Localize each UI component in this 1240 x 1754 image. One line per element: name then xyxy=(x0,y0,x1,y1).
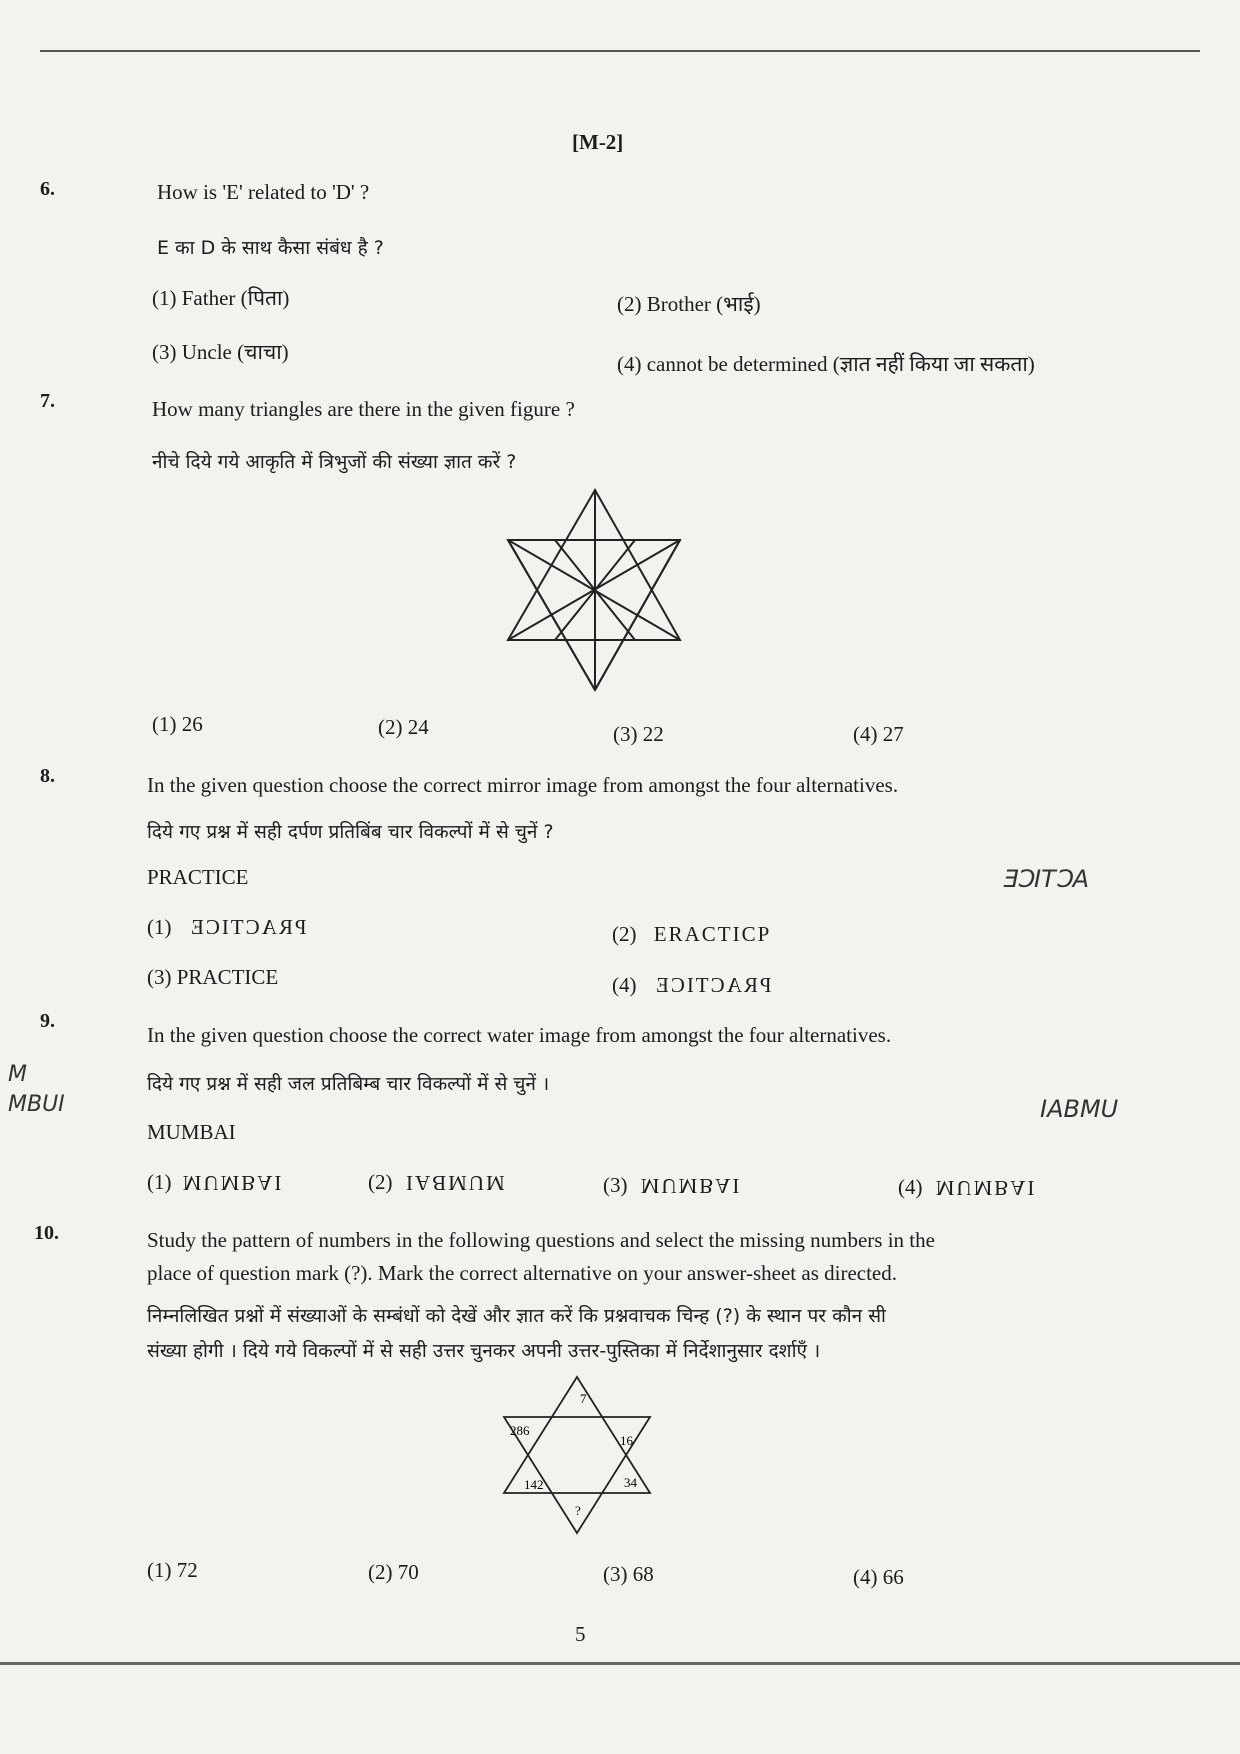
q7-option-2[interactable]: (2) 24 xyxy=(378,715,429,739)
q8-option-4-text: PRACTICE xyxy=(653,973,772,997)
q10-star-figure xyxy=(502,1375,652,1535)
q8-option-2-text: ERACTICP xyxy=(653,922,772,946)
q9-option-4-text: MUMBAI xyxy=(935,1176,1037,1200)
q10-option-1[interactable]: (1) 72 xyxy=(147,1558,198,1582)
star-bottom-unknown: ? xyxy=(575,1503,581,1518)
q7-option-1[interactable]: (1) 26 xyxy=(152,712,203,736)
q9-number: 9. xyxy=(40,1010,55,1032)
q9-option-4-number: (4) xyxy=(898,1175,923,1199)
q6-option-1[interactable]: (1) Father (पिता) xyxy=(152,286,290,310)
q9-option-2-text: MUMBAI xyxy=(403,1171,505,1195)
q6-option-4[interactable]: (4) cannot be determined (ज्ञात नहीं किया जा सकता) xyxy=(617,352,1035,376)
q9-option-3-text: MUMBAI xyxy=(640,1174,742,1198)
q9-option-3[interactable] xyxy=(603,1173,741,1198)
q7-option-4[interactable]: (4) 27 xyxy=(853,722,904,746)
star-lower-left-number: 142 xyxy=(524,1477,544,1492)
star-upper-right-number: 16 xyxy=(620,1433,633,1448)
q10-option-2[interactable]: (2) 70 xyxy=(368,1560,419,1584)
q8-word: PRACTICE xyxy=(147,865,249,889)
q6-text-en: How is 'E' related to 'D' ? xyxy=(157,180,370,204)
q10-text-hi-line2: संख्या होगी । दिये गये विकल्पों में से सही उत्तर चुनकर अपनी उत्तर-पुस्तिका में निर्देशानुसार दर्शाएँ । xyxy=(147,1340,821,1362)
q8-option-1-number: (1) xyxy=(147,915,172,939)
q7-number: 7. xyxy=(40,390,55,412)
q9-option-3-number: (3) xyxy=(603,1173,628,1197)
q8-option-4[interactable] xyxy=(612,973,771,998)
q9-word: MUMBAI xyxy=(147,1120,236,1144)
star-top-number: 7 xyxy=(580,1391,587,1406)
q6-text-hi: E का D के साथ कैसा संबंध है ? xyxy=(157,237,384,259)
q9-option-2-number: (2) xyxy=(368,1170,393,1194)
q7-text-hi: नीचे दिये गये आकृति में त्रिभुजों की संख्या ज्ञात करें ? xyxy=(152,451,517,473)
q8-option-3[interactable]: (3) PRACTICE xyxy=(147,965,279,989)
q8-text-en: In the given question choose the correct mirror image from amongst the four alternatives. xyxy=(147,773,899,797)
page-number: 5 xyxy=(575,1622,586,1646)
q10-option-4[interactable]: (4) 66 xyxy=(853,1565,904,1589)
q6-option-3[interactable]: (3) Uncle (चाचा) xyxy=(152,340,289,364)
q7-text-en: How many triangles are there in the given figure ? xyxy=(152,397,575,421)
star-upper-left-number: 286 xyxy=(510,1423,530,1438)
star-lower-right-number: 34 xyxy=(624,1475,637,1490)
q8-option-2[interactable] xyxy=(612,922,771,947)
number-star-figure xyxy=(502,1375,652,1535)
q9-text-en: In the given question choose the correct water image from amongst the four alternatives. xyxy=(147,1023,892,1047)
q8-handwritten-note: ƎƆITƆA xyxy=(1002,865,1090,893)
q9-option-4[interactable] xyxy=(898,1175,1036,1200)
q6-number: 6. xyxy=(40,178,55,200)
q9-handwritten-note: IABMU xyxy=(1040,1095,1119,1123)
q9-margin-note: M MBUI xyxy=(8,1062,65,1117)
q9-text-hi: दिये गए प्रश्न में सही जल प्रतिबिम्ब चार विकल्पों में से चुनें । xyxy=(147,1073,550,1095)
q8-number: 8. xyxy=(40,765,55,787)
top-rule xyxy=(40,50,1200,52)
q8-option-2-number: (2) xyxy=(612,922,637,946)
q10-text-en-line2: place of question mark (?). Mark the correct alternative on your answer-sheet as directed. xyxy=(147,1261,898,1285)
q7-option-3[interactable]: (3) 22 xyxy=(613,722,664,746)
bottom-rule xyxy=(0,1662,1240,1665)
q9-option-1-number: (1) xyxy=(147,1170,172,1194)
q8-option-1-text: PRACTICE xyxy=(188,915,307,939)
q8-option-4-number: (4) xyxy=(612,973,637,997)
star-of-david-figure xyxy=(500,485,690,695)
paper-code: [M-2] xyxy=(572,130,624,154)
q10-number: 10. xyxy=(34,1222,59,1244)
q10-text-en-line1: Study the pattern of numbers in the following questions and select the missing numbers in the xyxy=(147,1228,935,1252)
q10-text-hi-line1: निम्नलिखित प्रश्नों में संख्याओं के सम्बंधों को देखें और ज्ञात करें कि प्रश्नवाचक चिन्ह (?) के स्थान पर कौन सी xyxy=(147,1305,886,1327)
q9-option-2[interactable] xyxy=(368,1170,504,1195)
q8-text-hi: दिये गए प्रश्न में सही दर्पण प्रतिबिंब चार विकल्पों में से चुनें ? xyxy=(147,821,554,843)
q9-option-1-text: MUMBAI xyxy=(182,1171,284,1195)
q8-option-1[interactable] xyxy=(147,915,306,940)
q7-star-figure xyxy=(500,485,690,695)
q9-option-1[interactable] xyxy=(147,1170,283,1195)
q10-option-3[interactable]: (3) 68 xyxy=(603,1562,654,1586)
q6-option-2[interactable]: (2) Brother (भाई) xyxy=(617,292,761,316)
